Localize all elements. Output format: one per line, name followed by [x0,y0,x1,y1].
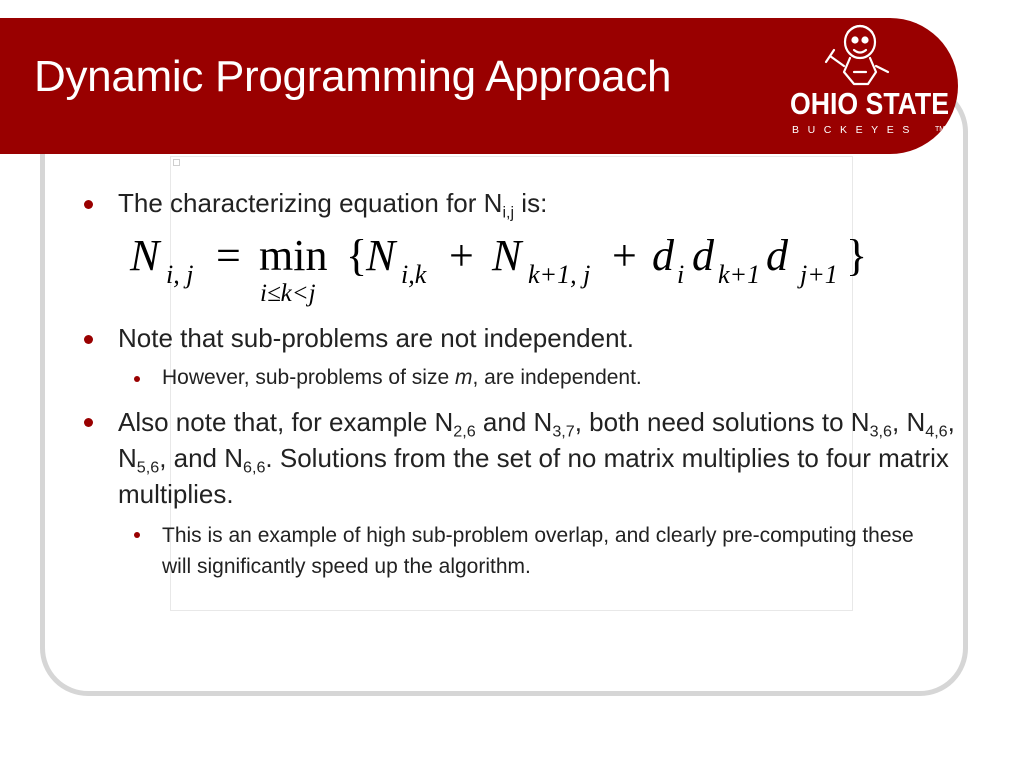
bullet-text-tail: is: [514,188,548,218]
eq-equals: = [216,231,241,280]
bullet-text: This is an example of high sub-problem overlap, and clearly pre-computing these will significantly speed up the algorithm. [162,524,914,578]
emphasis-m: m [454,366,473,389]
bullet-text: , both need solutions to N [574,407,870,437]
eq-d3-sub: j+1 [800,260,838,289]
eq-d3: d [766,231,788,280]
eq-right-brace: } [846,231,868,280]
bullet-text: , N [118,407,955,473]
recurrence-equation [126,230,866,310]
bullet-text: . Solutions from the set of no matrix multiplies to four matrix multiplies. [118,443,949,509]
eq-left-brace: { [346,231,368,280]
bullet-text: However, sub-problems of size [162,366,455,389]
eq-d2-sub: k+1 [718,260,761,289]
subscript: 5,6 [136,458,160,477]
bullet-dot [84,335,93,344]
bullet-dot [134,532,140,538]
slide-title: Dynamic Programming Approach [34,52,672,101]
bullet-text: Also note that, for example N [118,407,454,437]
logo-wordmark: OHIO STATE [790,86,949,121]
eq-term1: N [366,231,396,280]
subscript: 3,7 [552,422,575,441]
eq-d2: d [692,231,714,280]
bullet-not-independent [118,321,878,355]
logo-trademark: TM [935,126,946,133]
eq-lhs: N [130,231,160,280]
bullet-text: Note that sub-problems are not independent. [118,323,635,353]
subscript: i,j [502,203,515,222]
logo-subtitle: BUCKEYES [792,124,918,136]
subscript: 3,6 [869,422,892,441]
eq-term2-sub: k+1, j [528,260,591,289]
eq-min-range: i≤k<j [260,280,316,307]
subscript: 2,6 [453,422,476,441]
bullet-dot [84,418,93,427]
eq-plus2: + [612,231,637,280]
bullet-text-tail: , are independent. [472,366,642,389]
eq-min: min [259,231,328,280]
eq-lhs-sub: i, j [166,260,194,289]
bullet-characterizing-equation [118,186,818,220]
eq-term2: N [492,231,522,280]
eq-plus1: + [449,231,474,280]
subscript: 6,6 [243,458,266,477]
subbullet-size-m [162,364,882,392]
bullet-dot [134,376,140,382]
bullet-overlap-example [118,404,958,512]
eq-d1: d [652,231,674,280]
bullet-text: , and N [159,443,244,473]
eq-term1-sub: i,k [401,260,427,289]
subbullet-high-overlap [162,520,942,582]
subscript: 4,6 [925,422,948,441]
bullet-text: The characterizing equation for N [118,188,503,218]
bullet-text: and N [475,407,553,437]
bullet-text: , N [892,407,926,437]
bullet-dot [84,200,93,209]
eq-d1-sub: i [677,260,685,289]
